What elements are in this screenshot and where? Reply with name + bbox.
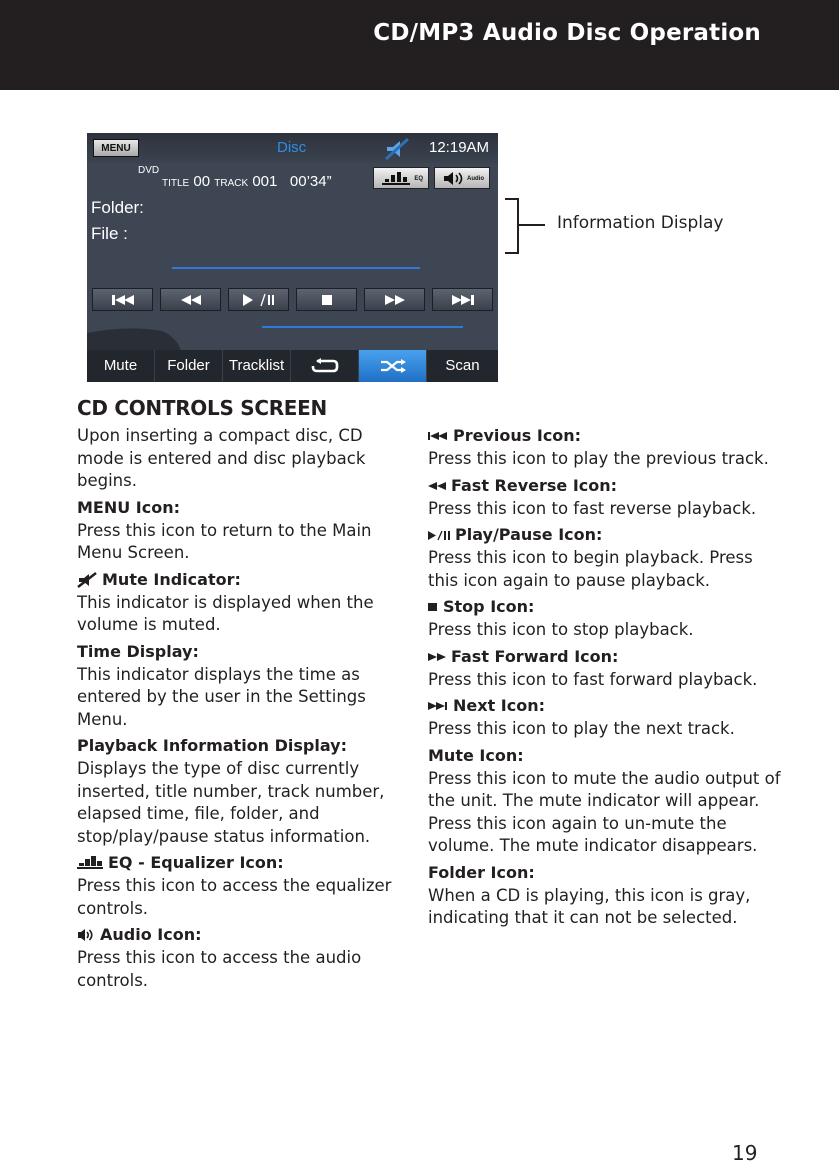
disc-type-label: DVD	[138, 165, 160, 176]
item-heading	[428, 475, 783, 497]
speaker-icon	[443, 171, 465, 186]
tab-scan[interactable]: Scan	[445, 357, 480, 374]
left-column	[77, 425, 412, 992]
callout-bracket	[505, 198, 519, 254]
item-heading	[77, 569, 412, 591]
item-body: Press this icon to play the next track.	[428, 719, 735, 738]
play-pause-icon	[242, 293, 276, 307]
menu-button[interactable]: MENU	[93, 139, 139, 157]
item-body: Press this icon to access the audio controls.	[77, 948, 362, 990]
mute-indicator-icon	[77, 572, 97, 588]
item-title: Audio Icon:	[100, 925, 202, 944]
fast-reverse-icon	[428, 481, 446, 491]
item-heading	[428, 646, 783, 668]
next-button[interactable]	[432, 288, 493, 311]
item-body: Press this icon to play the previous track.	[428, 449, 769, 468]
transport-controls	[92, 288, 494, 312]
page-header-title: CD/MP3 Audio Disc Operation	[373, 20, 761, 46]
item-body: Press this icon to fast forward playback.	[428, 669, 758, 689]
title-number: 00	[193, 173, 211, 190]
right-column	[428, 425, 783, 930]
previous-icon	[111, 294, 135, 306]
play-pause-icon	[428, 530, 450, 541]
item-heading	[77, 641, 412, 663]
item-title: Fast Reverse Icon:	[451, 475, 618, 495]
item-body: Press this icon to begin playback. Press this icon again to pause playback.	[428, 548, 753, 590]
fast-reverse-button[interactable]	[160, 288, 221, 311]
tab-shuffle[interactable]	[359, 350, 427, 382]
item-body: Press this icon to mute the audio output of the unit. The mute indicator will appear. Press this icon again to un-mute the volume. The mute indicator disappears.	[428, 768, 781, 855]
item-title: Play/Pause Icon:	[455, 525, 603, 544]
item-title: Previous Icon:	[453, 426, 582, 445]
item-title: MENU Icon:	[77, 497, 181, 517]
item-body: Press this icon to return to the Main Menu Screen.	[77, 520, 372, 562]
item-title: Stop Icon:	[443, 597, 535, 616]
callout-line	[519, 224, 545, 226]
item-body: This indicator is displayed when the volume is muted.	[77, 592, 374, 634]
audio-button[interactable]	[434, 167, 490, 189]
bottom-tab-bar	[87, 350, 498, 382]
item-body: Press this icon to stop playback.	[428, 620, 694, 639]
item-title: EQ - Equalizer Icon:	[108, 853, 284, 872]
item-heading	[428, 596, 783, 618]
audio-button-label: Audio	[467, 176, 484, 182]
item-heading	[77, 735, 412, 757]
previous-button[interactable]	[92, 288, 153, 311]
item-heading	[77, 924, 412, 946]
item-body: Press this icon to access the equalizer controls.	[77, 876, 392, 918]
next-icon	[451, 294, 475, 306]
item-title: Time Display:	[77, 641, 199, 661]
item-title: Fast Forward Icon:	[451, 646, 619, 666]
item-body: When a CD is playing, this icon is gray, indicating that it can not be selected.	[428, 885, 751, 927]
eq-button[interactable]	[373, 167, 429, 189]
equalizer-icon	[382, 171, 410, 186]
fast-forward-button[interactable]	[364, 288, 425, 311]
page-header	[0, 0, 839, 90]
elapsed-time: 00’34”	[289, 173, 332, 190]
stop-button[interactable]	[296, 288, 357, 311]
intro-paragraph: Upon inserting a compact disc, CD mode is entered and disc playback begins.	[77, 426, 366, 490]
stop-icon	[428, 602, 438, 612]
eq-button-label: EQ	[414, 176, 423, 182]
item-heading	[428, 862, 783, 884]
next-icon	[428, 701, 448, 711]
title-label: TITLE	[162, 178, 190, 189]
mute-indicator-icon	[383, 137, 411, 161]
speaker-icon	[77, 928, 95, 942]
fast-forward-icon	[384, 294, 406, 306]
play-pause-button[interactable]	[228, 288, 289, 311]
item-heading	[77, 497, 412, 519]
cd-controls-screenshot	[87, 133, 498, 382]
item-title: Folder Icon:	[428, 862, 535, 882]
track-label: TRACK	[214, 178, 249, 189]
progress-line	[172, 267, 420, 269]
fast-forward-icon	[428, 652, 446, 662]
tab-tracklist[interactable]: Tracklist	[223, 350, 291, 382]
item-body: Displays the type of disc currently inserted, title number, track number, elapsed time, file, folder, and stop/play/pause status information.	[77, 759, 385, 846]
folder-label: Folder:	[91, 198, 144, 217]
screen-title: Disc	[277, 139, 307, 156]
track-number: 001	[252, 173, 278, 190]
playback-info	[162, 173, 332, 190]
section-title: CD CONTROLS SCREEN	[77, 396, 327, 420]
file-label: File :	[91, 224, 128, 243]
repeat-icon	[311, 358, 339, 374]
callout-label: Information Display	[557, 213, 724, 233]
item-title: Playback Information Display:	[77, 736, 347, 755]
shuffle-icon	[379, 358, 407, 374]
item-title: Next Icon:	[453, 696, 545, 715]
item-title: Mute Icon:	[428, 745, 524, 765]
tab-mute[interactable]: Mute	[87, 350, 155, 382]
page-number: 19	[732, 1141, 758, 1165]
item-heading	[428, 524, 783, 546]
item-heading	[77, 852, 412, 874]
item-body: Press this icon to fast reverse playback.	[428, 498, 757, 518]
decorative-wave	[87, 323, 498, 353]
item-heading	[428, 425, 783, 447]
item-title: Mute Indicator:	[102, 569, 241, 589]
equalizer-icon	[77, 856, 103, 870]
time-display: 12:19AM	[429, 139, 490, 156]
tab-repeat[interactable]	[291, 350, 359, 382]
item-body: This indicator displays the time as entered by the user in the Settings Menu.	[77, 664, 366, 729]
item-heading	[428, 695, 783, 717]
item-heading	[428, 745, 783, 767]
previous-icon	[428, 431, 448, 441]
fast-reverse-icon	[180, 294, 202, 306]
tab-folder[interactable]: Folder	[155, 350, 223, 382]
stop-icon	[321, 294, 333, 306]
